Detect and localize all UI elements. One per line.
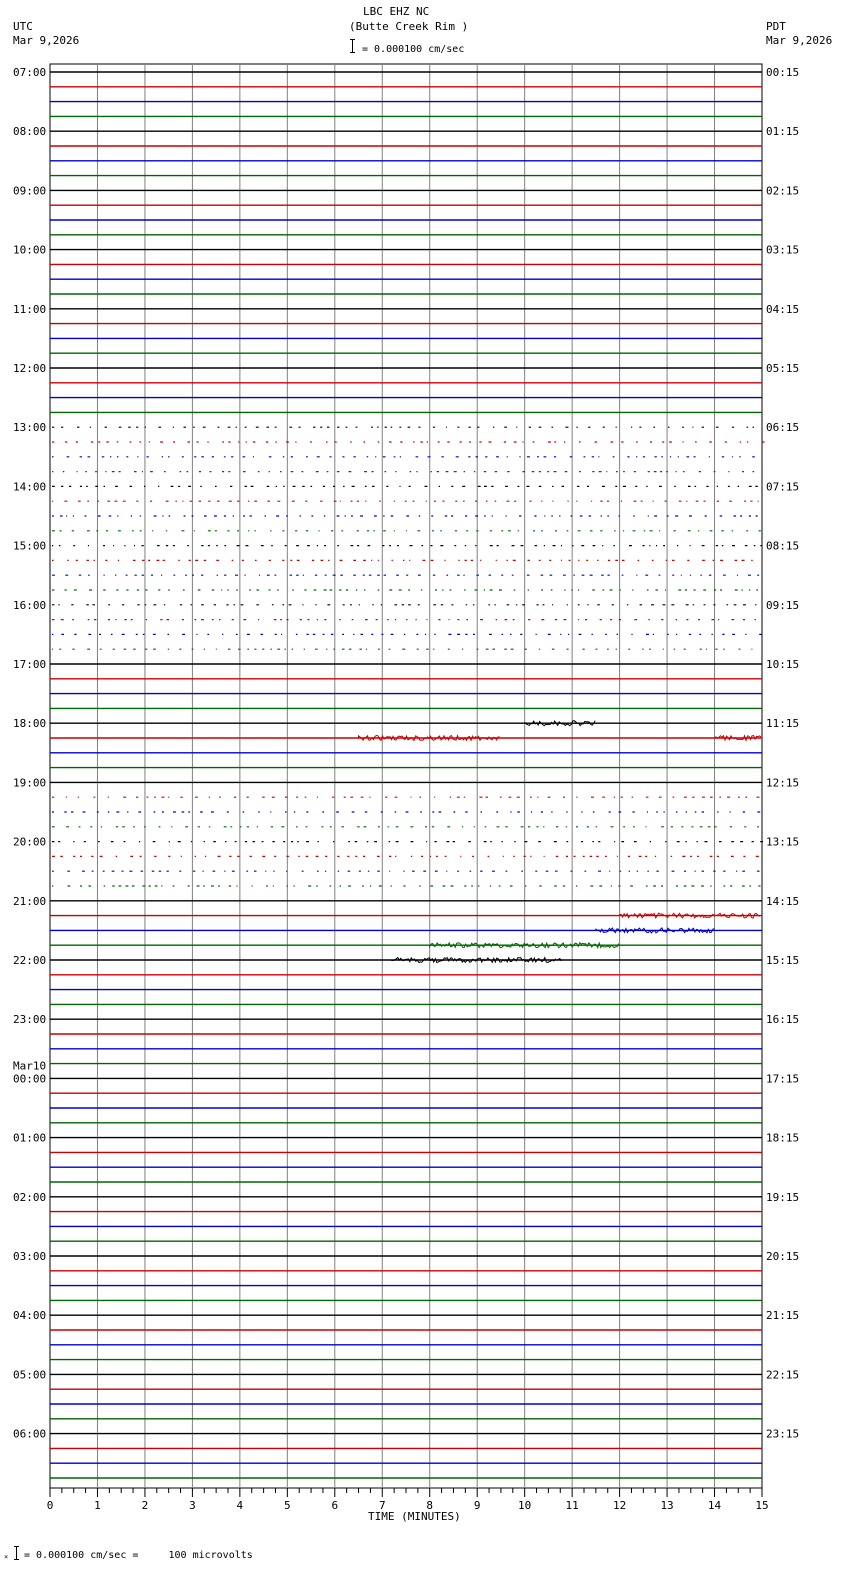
x-tick-label: 15 — [755, 1499, 769, 1512]
pdt-hour-label: 23:15 — [766, 1427, 800, 1441]
utc-hour-label: 15:00 — [13, 539, 47, 553]
utc-hour-label: 18:00 — [13, 717, 47, 731]
pdt-hour-label: 09:15 — [766, 598, 800, 612]
utc-hour-label: 01:00 — [13, 1131, 47, 1145]
noise-burst — [620, 913, 761, 918]
pdt-hour-label: 11:15 — [766, 717, 800, 731]
utc-hour-label: 14:00 — [13, 480, 47, 494]
pdt-hour-label: 20:15 — [766, 1250, 800, 1263]
utc-hour-label: 13:00 — [13, 421, 47, 435]
utc-hour-label: 12:00 — [13, 362, 47, 375]
utc-hour-label: 00:00 — [13, 1072, 47, 1086]
pdt-hour-label: 08:15 — [766, 539, 800, 553]
utc-hour-label: 23:00 — [13, 1013, 47, 1027]
utc-hour-label: 11:00 — [13, 302, 47, 316]
station-title: LBC EHZ NC — [363, 5, 430, 18]
pdt-hour-label: 21:15 — [766, 1309, 800, 1323]
left-timezone: UTC — [13, 20, 33, 33]
x-tick-label: 11 — [565, 1499, 579, 1512]
pdt-hour-label: 19:15 — [766, 1190, 800, 1204]
utc-hour-label: 08:00 — [13, 125, 47, 139]
utc-hour-label: 09:00 — [13, 184, 47, 198]
utc-hour-label: 21:00 — [13, 894, 47, 908]
utc-hour-label: 19:00 — [13, 776, 47, 790]
right-timezone: PDT — [766, 20, 786, 33]
x-axis-title: TIME (MINUTES) — [368, 1510, 461, 1523]
right-date: Mar 9,2026 — [766, 34, 833, 47]
x-tick-label: 14 — [707, 1499, 722, 1512]
pdt-hour-label: 12:15 — [766, 776, 800, 790]
x-tick-label: 12 — [612, 1499, 627, 1512]
pdt-hour-label: 06:15 — [766, 421, 800, 435]
x-tick-label: 2 — [141, 1499, 149, 1512]
x-tick-label: 9 — [473, 1499, 481, 1512]
utc-hour-label: 20:00 — [13, 835, 47, 849]
pdt-hour-label: 07:15 — [766, 480, 800, 494]
pdt-hour-label: 00:15 — [766, 66, 800, 79]
utc-hour-label: 22:00 — [13, 954, 47, 967]
utc-hour-label: 05:00 — [13, 1368, 47, 1382]
pdt-hour-label: 02:15 — [766, 184, 800, 198]
x-tick-label: 10 — [518, 1499, 532, 1512]
plot-frame — [50, 64, 762, 1488]
utc-hour-label: 02:00 — [13, 1190, 47, 1204]
x-tick-label: 13 — [660, 1499, 674, 1512]
pdt-hour-label: 03:15 — [766, 243, 800, 257]
pdt-hour-label: 18:15 — [766, 1131, 800, 1145]
pdt-hour-label: 22:15 — [766, 1368, 800, 1382]
pdt-hour-label: 05:15 — [766, 362, 800, 375]
x-tick-label: 5 — [284, 1499, 291, 1512]
utc-hour-label: Mar10 — [13, 1059, 47, 1073]
scale-label: = 0.000100 cm/sec — [362, 44, 465, 55]
pdt-hour-label: 15:15 — [766, 954, 800, 967]
footer-calibration: = 0.000100 cm/sec = 100 microvolts — [24, 1550, 253, 1561]
pdt-hour-label: 10:15 — [766, 658, 800, 671]
x-tick-label: 3 — [189, 1499, 196, 1512]
utc-hour-label: 17:00 — [13, 658, 47, 671]
x-tick-label: 1 — [94, 1499, 101, 1512]
utc-hour-label: 06:00 — [13, 1427, 47, 1441]
pdt-hour-label: 04:15 — [766, 302, 800, 316]
pdt-hour-label: 16:15 — [766, 1013, 800, 1027]
utc-hour-label: 03:00 — [13, 1250, 47, 1263]
site-name: (Butte Creek Rim ) — [349, 20, 469, 33]
x-tick-label: 0 — [46, 1499, 54, 1512]
left-date: Mar 9,2026 — [13, 34, 80, 47]
pdt-hour-label: 14:15 — [766, 894, 800, 908]
x-tick-label: 4 — [236, 1499, 244, 1512]
pdt-hour-label: 17:15 — [766, 1072, 800, 1086]
pdt-hour-label: 13:15 — [766, 835, 800, 849]
utc-hour-label: 04:00 — [13, 1309, 47, 1323]
x-tick-label: 6 — [331, 1499, 339, 1512]
footer-scale-icon: × — [4, 1546, 20, 1560]
pdt-hour-label: 01:15 — [766, 125, 800, 139]
utc-hour-label: 16:00 — [13, 598, 47, 612]
x-tick-label: 7 — [378, 1499, 386, 1512]
utc-hour-label: 07:00 — [13, 66, 47, 79]
utc-hour-label: 10:00 — [13, 243, 47, 257]
x-tick-label: 8 — [426, 1499, 434, 1512]
